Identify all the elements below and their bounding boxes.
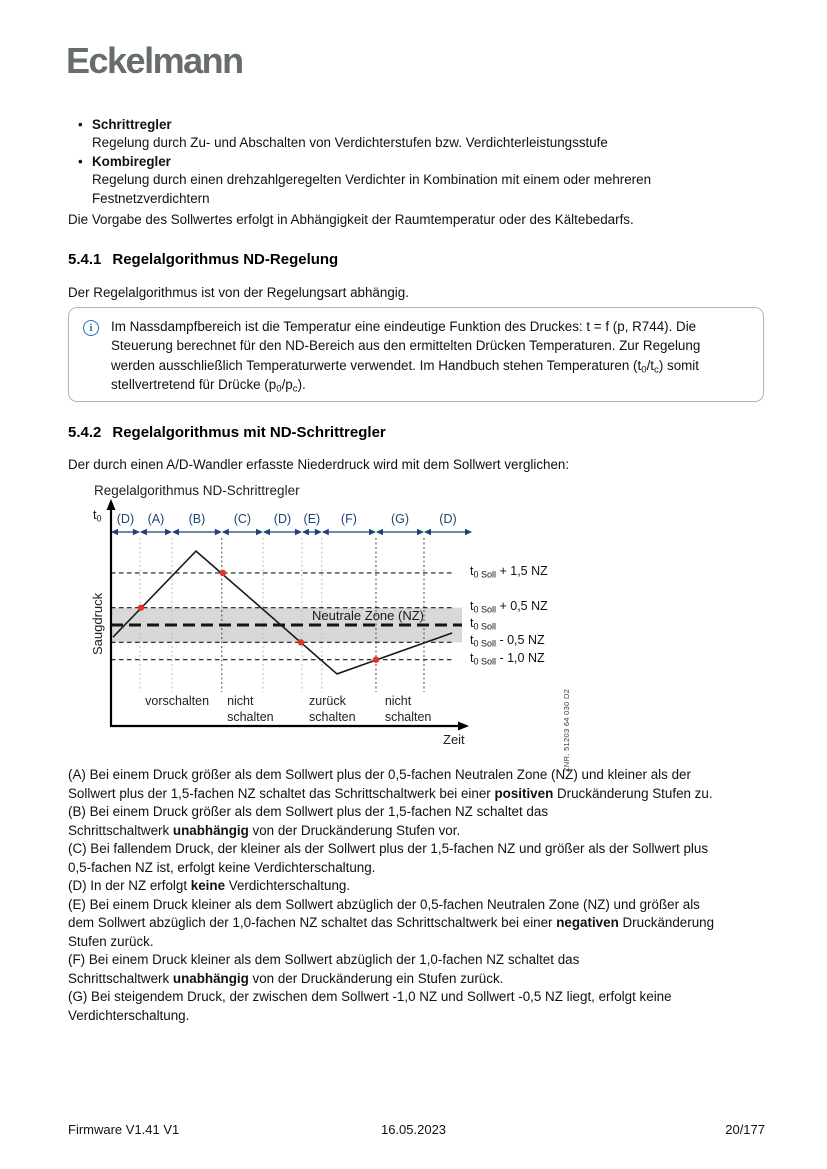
level-label: $t_{0 Soll} + 0,5$ NZ [470, 598, 548, 615]
footer-firmware-version: Firmware V1.41 V1 [68, 1122, 180, 1137]
footer-date: 16.05.2023 [380, 1122, 447, 1137]
bullet-title: Schrittregler [92, 117, 172, 132]
y-axis-label: Saugdruck [90, 592, 105, 655]
level-label: $t_{0 Soll} + 1,5$ NZ [470, 563, 548, 580]
level-label: $t_{0 Soll} - 0,5$ NZ [470, 633, 545, 649]
section-body: Der durch einen A/D-Wandler erfasste Niederdruck wird mit dem Sollwert verglichen: [68, 457, 570, 472]
paragraph-d: (D) In der NZ erfolgt keine Verdichterschaltung. [68, 878, 351, 893]
region-label: zurück schalten [309, 694, 356, 724]
explanation-paragraphs [68, 766, 776, 1025]
section-body: Der Regelalgorithmus ist von der Regelungsart abhängig. [68, 285, 409, 300]
bullet-icon: • [78, 154, 83, 169]
bullet-body: Regelung durch Zu- und Abschalten von Verdichterstufen bzw. Verdichterleistungsstufe [92, 135, 608, 150]
section-title: Regelalgorithmus mit ND-Schrittregler [112, 424, 386, 441]
level-label: $t_{0 Soll}$ [470, 616, 496, 632]
section-number: 5.4.1 [68, 251, 102, 268]
bullet-icon: • [78, 117, 83, 132]
level-label: $t_{0 Soll} - 1,0$ NZ [470, 650, 545, 667]
bullet-item-schrittregler [78, 116, 172, 135]
region-label: nicht schalten [384, 694, 432, 724]
section-number: 5.4.2 [68, 424, 102, 441]
chart-title: Regelalgorithmus ND-Schrittregler [94, 483, 300, 498]
x-axis-label: Zeit [443, 732, 465, 747]
zone-label: (D) [439, 512, 457, 526]
paragraph-e: (E) Bei einem Druck kleiner als dem Sollwert abzüglich der 0,5-fachen Neutralen Zone (NZ) und größer als dem Sollwert abzüglich der 1,0-fachen NZ schaltet das Schrittschaltwerk bei einer negativen Druckänderung Stufen zurück. [68, 896, 715, 949]
zone-label: (C) [233, 512, 252, 526]
section-heading-5-4-2 [68, 424, 386, 441]
bullet-title: Kombiregler [92, 154, 171, 169]
zone-label: (B) [188, 512, 206, 526]
bullet-item-kombiregler [78, 153, 171, 172]
eckelmann-logo: Eckelmann [66, 40, 243, 81]
zone-label: (A) [147, 512, 165, 526]
paragraph-b: (B) Bei einem Druck größer als dem Sollwert plus der 1,5-fachen NZ schaltet das Schrittschaltwerk unabhängig von der Druckänderung Stufen vor. [68, 804, 549, 838]
bullet-body: Regelung durch einen drehzahlgeregelten Verdichter in Kombination mit einem oder mehreren Festnetzverdichtern [92, 172, 652, 206]
y-axis-symbol: $t_0$ [93, 508, 102, 524]
neutral-zone-label: Neutrale Zone (NZ) [312, 608, 424, 623]
paragraph-g: (G) Bei steigendem Druck, der zwischen dem Sollwert -1,0 NZ und Sollwert -0,5 NZ liegt, erfolgt keine Verdichterschaltung. [68, 989, 672, 1023]
paragraph-c: (C) Bei fallendem Druck, der kleiner als der Sollwert plus der 1,5-fachen NZ und größer als der Sollwert plus 0,5-fachen NZ ist, erfolgt keine Verdichterschaltung. [68, 841, 709, 875]
drawing-number-note: ZNR. 51203 64 030 D2 [562, 688, 571, 772]
region-label: nicht schalten [227, 694, 274, 724]
zone-label: (G) [390, 512, 409, 526]
zone-label: (D) [116, 512, 135, 526]
region-label: vorschalten [145, 694, 210, 708]
section-heading-5-4-1 [68, 251, 338, 268]
info-box-text: Im Nassdampfbereich ist die Temperatur eine eindeutige Funktion des Druckes: t = f (p, R744). Die Steuerung berechnet für den ND-Bereich aus den ermittelten Drücken Temperaturen. Zur Regelung werden ausschließlich Temperaturwerte verwendet. Im Handbuch stehen Temperaturen $(t_0/t_c)$ somit stellvertretend für Drücke $(p_0/p_c)$. [111, 319, 701, 395]
paragraph-f: (F) Bei einem Druck kleiner als dem Sollwert abzüglich der 1,0-fachen NZ schaltet das Schrittschaltwerk unabhängig von der Druckänderung ein Stufen zurück. [68, 952, 580, 986]
section-title: Regelalgorithmus ND-Regelung [112, 251, 339, 268]
info-box [68, 307, 764, 402]
info-circle-icon: i [83, 320, 99, 336]
intro-paragraph: Die Vorgabe des Sollwertes erfolgt in Abhängigkeit der Raumtemperatur oder des Kältebedarfs. [68, 212, 634, 227]
footer-page-number: 20/177 [725, 1122, 765, 1137]
nd-schrittregler-chart [68, 480, 688, 770]
zone-label: (F) [340, 512, 357, 526]
page-footer [0, 1122, 827, 1142]
paragraph-a: (A) Bei einem Druck größer als dem Sollwert plus der 0,5-fachen Neutralen Zone (NZ) und kleiner als der Sollwert plus der 1,5-fachen NZ schaltet das Schrittschaltwerk bei einer positiven Druckänderung Stufen zu. [68, 767, 713, 801]
zone-label: (E) [303, 512, 321, 526]
zone-label: (D) [273, 512, 292, 526]
